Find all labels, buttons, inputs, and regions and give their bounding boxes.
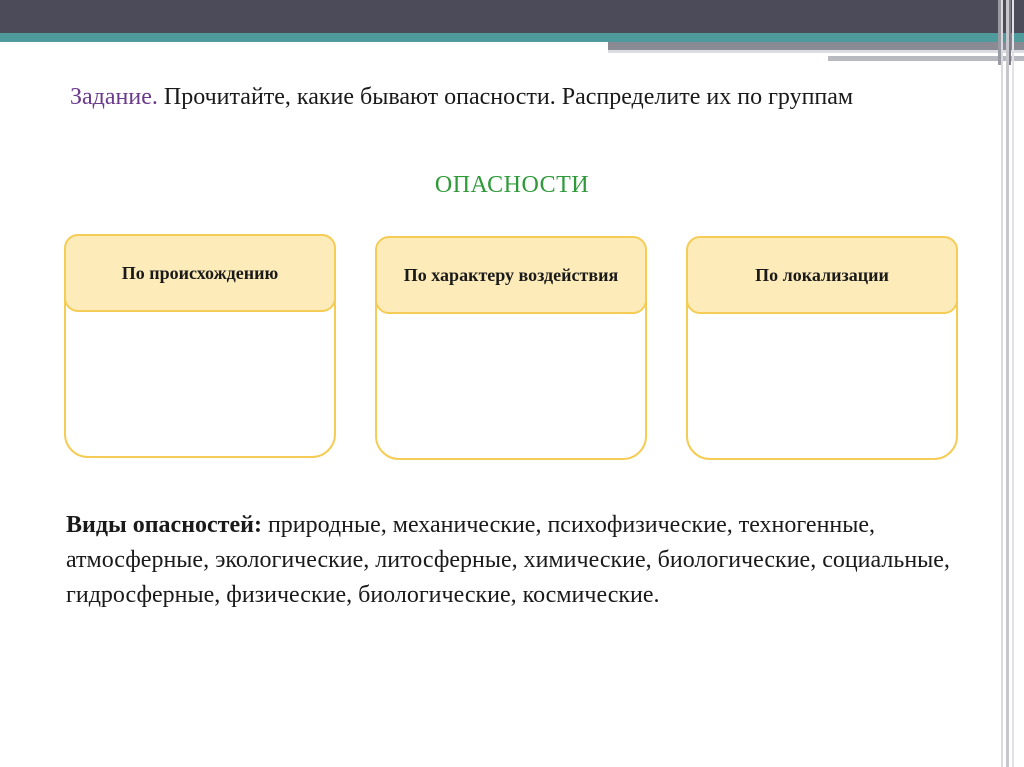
hazard-types-text: [66, 508, 966, 613]
edge-line-3: [1012, 0, 1014, 767]
hazard-types-label: Виды опасностей:: [66, 512, 262, 538]
group-card-title: По локализации: [686, 236, 958, 314]
group-card-localization: [686, 236, 958, 460]
top-grey-bar: [608, 42, 1024, 50]
top-teal-bar: [0, 33, 1024, 42]
group-card-title: По характеру воздействия: [375, 236, 647, 314]
hazard-types-list: природные, механические, психофизические, техногенные, атмосферные, экологические, литосферные, химические, биологические, социальные, гидросферные, физические, биологические, космические.: [66, 512, 950, 608]
task-text: [70, 82, 970, 112]
task-label: Задание.: [70, 84, 158, 110]
group-card-origin: [64, 234, 336, 458]
section-heading: ОПАСНОСТИ: [434, 172, 590, 198]
group-card-title: По происхождению: [64, 234, 336, 312]
edge-line-2: [1006, 0, 1009, 767]
top-grey-bar-small: [828, 56, 1024, 61]
top-dark-bar: [0, 0, 1024, 33]
task-body: Прочитайте, какие бывают опасности. Распределите их по группам: [157, 84, 854, 110]
edge-line-1: [1001, 0, 1003, 767]
top-light-bar: [608, 50, 1024, 53]
group-card-impact: [375, 236, 647, 460]
